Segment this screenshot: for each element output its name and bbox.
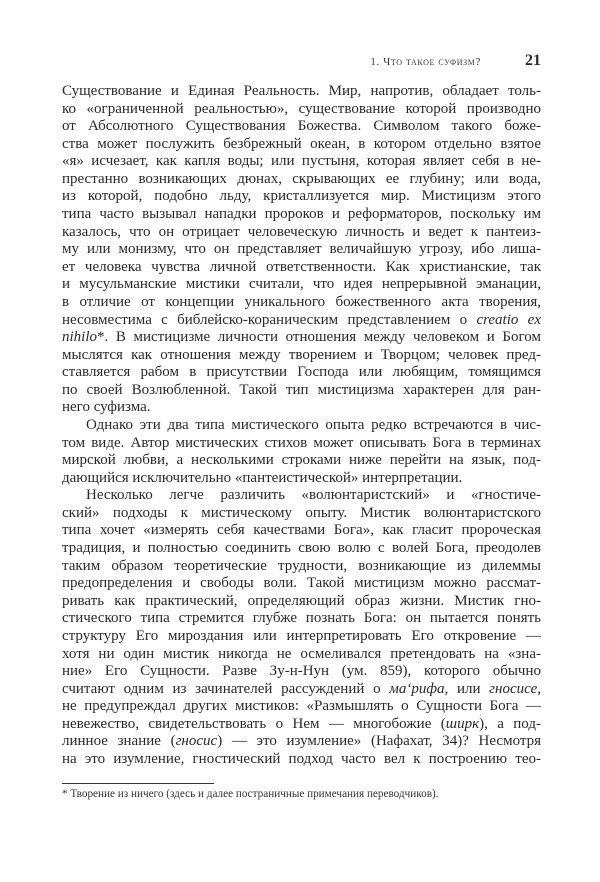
italic-term: creatio ex [476,311,541,328]
running-title: 1. Что такое суфизм? [370,56,481,68]
text-span: него суфизма. [62,399,151,416]
text-line [62,470,541,488]
text-line [62,417,541,435]
text-span: структуру Его мироздания или интерпретировать Его откровение — [62,627,541,644]
text-span: Несколько легче различить «волюнтаристский» и «гностиче- [86,487,541,504]
text-line [62,83,541,101]
text-span: стического типа стремится глубже познать Бога: он пытается понять [62,610,541,627]
text-line [62,575,541,593]
text-span: или [448,680,490,697]
page-number: 21 [525,52,541,69]
text-line [62,276,541,294]
footnote-divider [62,783,214,784]
text-span: на это изумление, гностический подход часто вел к построению тео- [62,750,541,767]
page-header [62,52,541,72]
text-line [62,188,541,206]
text-line [62,153,541,171]
text-line [62,347,541,365]
text-line [62,698,541,716]
text-line [62,312,541,330]
text-line [62,487,541,505]
text-span: от Абсолютного Существования Божества. Символом такого боже- [62,118,541,135]
text-line [62,610,541,628]
text-line [62,118,541,136]
text-line [62,522,541,540]
text-span: традиция, и полностью соединить свою волю с волей Бога, преодолев [62,540,541,557]
text-line [62,716,541,734]
text-line [62,681,541,699]
text-span: мирской любви, а несколькими строками ниже перейти на язык, под- [62,452,541,469]
text-line [62,558,541,576]
text-line [62,101,541,119]
text-line [62,259,541,277]
text-span: хотя ни один мистик никогда не осмеливался претендовать на «зна- [62,645,541,662]
text-span: ривать как практический, определяющий образ жизни. Мистик гно- [62,592,541,609]
text-span: линное знание ( [62,733,176,750]
text-line [62,382,541,400]
text-span: типа часто вызывал нападки пророков и реформаторов, поскольку им [62,206,541,223]
italic-term: гносисе, [489,680,541,697]
text-line [62,663,541,681]
text-span: ставляется рабом в присутствии Господа или любящим, томящимся [62,364,541,381]
text-line [62,329,541,347]
text-line [62,435,541,453]
text-span: «я» исчезает, как капля воды; или пустыня, которая являет себя в не- [62,153,541,170]
text-line [62,241,541,259]
text-line [62,224,541,242]
text-span: ет человека чувства личной ответственности. Как христианские, так [62,258,541,275]
text-line [62,751,541,769]
text-span: мыслятся как отношения между творением и Творцом; человек пред- [62,346,541,363]
italic-term: гносис [175,733,218,750]
text-line [62,646,541,664]
text-line [62,540,541,558]
text-span: том виде. Автор мистических стихов может описывать Бога в терминах [62,434,541,451]
text-span: ), а под- [479,715,541,732]
text-line [62,593,541,611]
text-line [62,364,541,382]
text-line [62,505,541,523]
text-line [62,136,541,154]
text-span: ства может послужить безбрежный океан, в котором отдельно взятое [62,135,541,152]
italic-term: nihilo [62,329,98,346]
text-span: и мусульманские мистики считали, что идея непрерывной эманации, [62,276,541,293]
text-line [62,206,541,224]
text-line [62,452,541,470]
text-line [62,628,541,646]
text-span: из которой, подобно льду, кристаллизуется мир. Мистицизм этого [62,188,541,205]
text-line [62,733,541,751]
text-line [62,171,541,189]
text-span: считают одним из зачинателей рассуждений о [62,680,390,697]
body-text [62,83,541,769]
text-span: ко «ограниченной реальностью», существование которой производно [62,100,541,117]
text-span: несовместима с библейско-кораническим представлением о [62,311,477,328]
text-span: таким образом теоретические трудности, возникающие из дилеммы [62,557,541,574]
text-span: ) — это изумление» (Нафахат, 34)? Несмотря [217,733,542,750]
text-span: невежество, свидетельствовать о Нем — многобожие ( [62,715,446,732]
text-span: по своей Возлюбленной. Такой тип мистицизма характерен для ран- [62,381,541,398]
text-line [62,294,541,312]
text-span: казалось, что он отрицает человеческую личность и ведет к пантеиз- [62,223,541,240]
text-span: *. В мистицизме личности отношения между человеком и Богом [97,329,541,346]
text-line [62,399,541,417]
text-span: в отличие от концепции уникального божественного акта творения, [62,293,541,310]
text-span: предопределения и свободы воли. Такой мистицизм можно рассмат- [62,575,541,592]
text-span: дающийся исключительно «пантеистической» интерпретации. [62,469,463,486]
text-span: типа хочет «измерять себя качествами Бога», как гласит пророческая [62,522,541,539]
text-span: Однако эти два типа мистического опыта редко встречаются в чис- [86,416,541,433]
text-span: престанно возникающих дюнах, скрывающих ее глубину; или вода, [62,170,541,187]
text-span: не предупреждал других мистиков: «Размышлять о Сущности Бога — [62,698,541,715]
italic-term: ма‘рифа, [389,680,449,697]
italic-term: ширк [445,715,480,732]
text-span: Существование и Единая Реальность. Мир, напротив, обладает толь- [62,83,541,99]
text-span: му или монизму, что он представляет величайшую угрозу, ибо лиша- [62,241,541,258]
text-span: ние» Его Сущности. Разве Зу-н-Нун (ум. 859), которого обычно [62,663,541,680]
footnote: * Творение из ничего (здесь и далее постраничные примечания переводчиков). [62,788,439,800]
text-span: ский» подходы к мистическому опыту. Мистик волюнтаристского [62,504,541,521]
